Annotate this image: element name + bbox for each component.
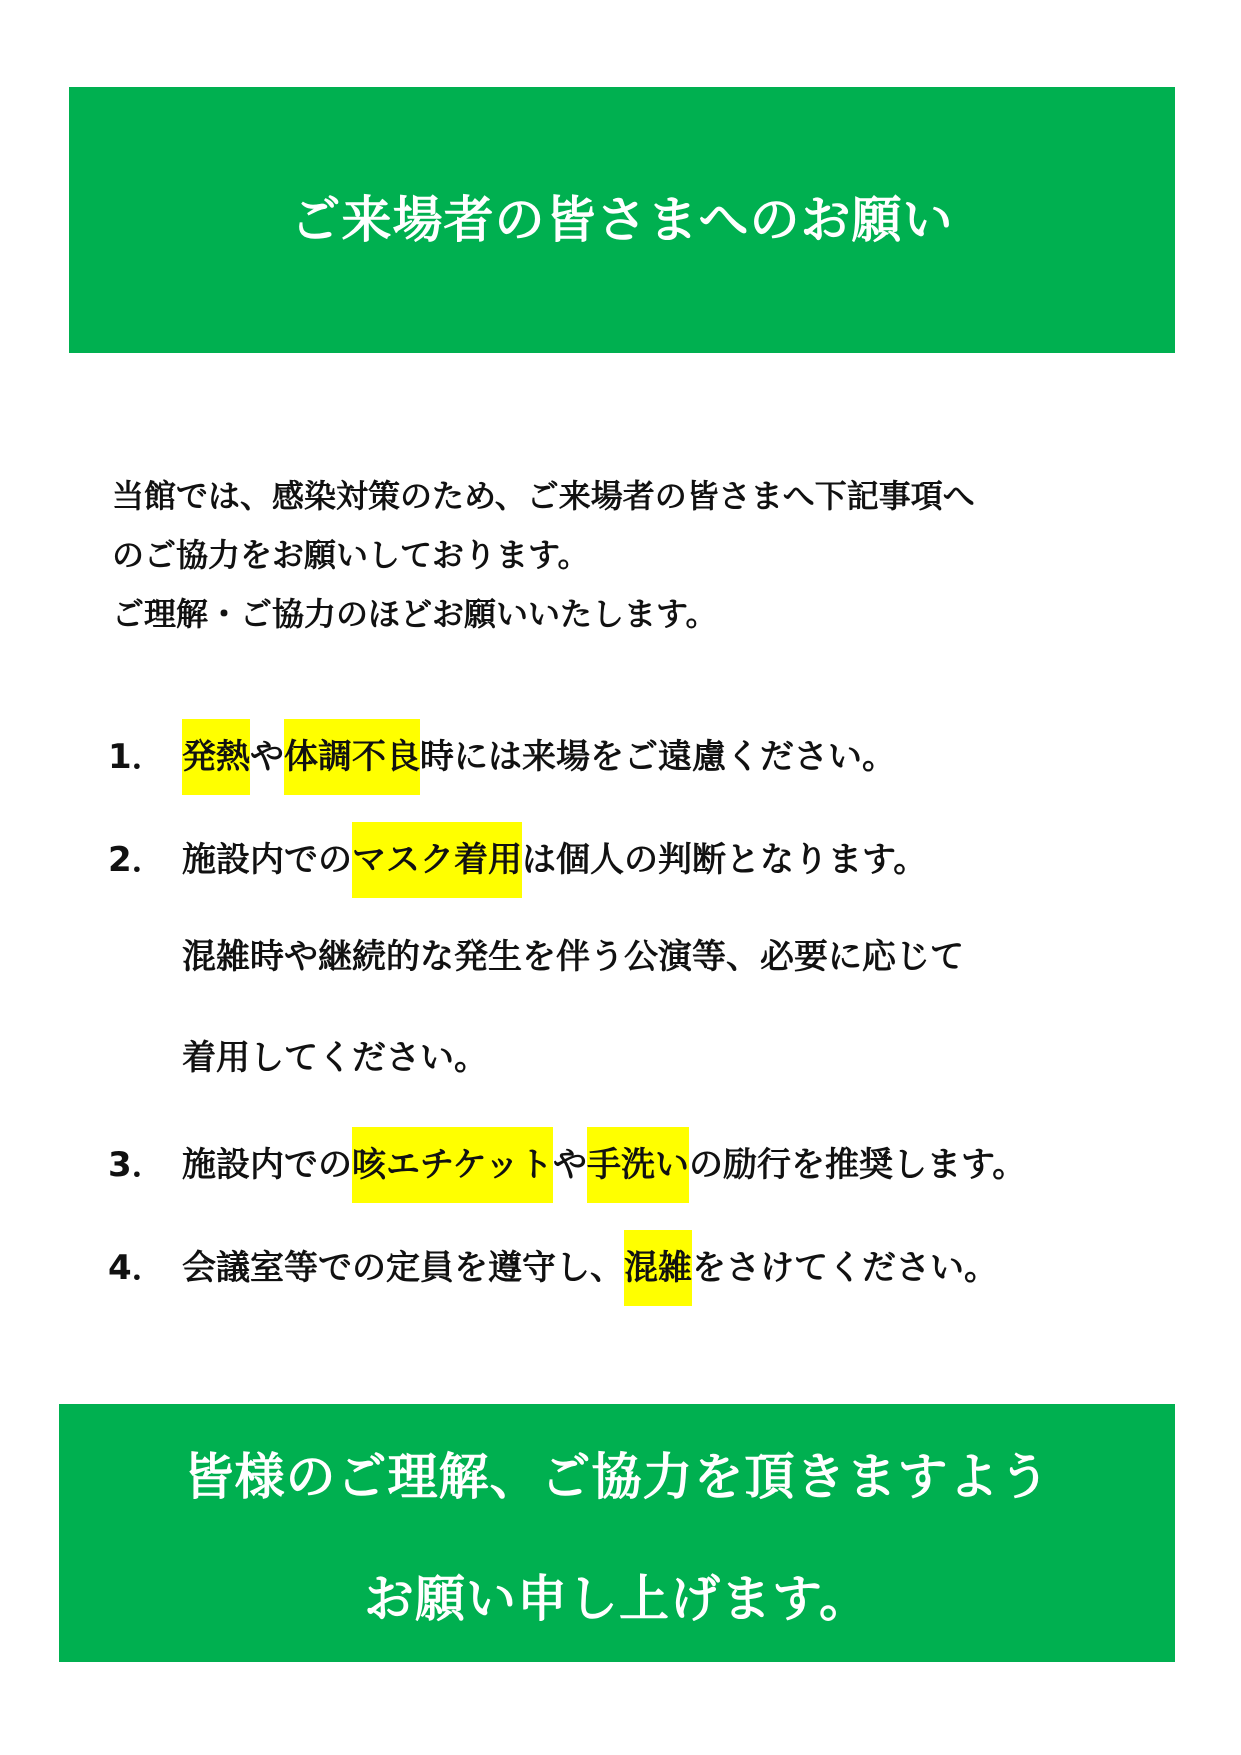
footer-line-2: お願い申し上げます。 [364,1570,870,1628]
list-item-number: 4． [108,1248,166,1288]
intro-line-3: ご理解・ご協力のほどお願いいたします。 [112,595,718,633]
list-item-2 [108,822,927,898]
list-item-1 [108,719,896,795]
list-item-text: や [552,1145,587,1185]
page-title: ご来場者の皆さまへのお願い [290,191,954,249]
highlight-poor-health: 体調不良 [284,719,420,795]
intro-line-2: のご協力をお願いしております。 [112,536,590,574]
list-item-number: 3． [108,1145,166,1185]
highlight-cough-etiquette: 咳エチケット [352,1127,553,1203]
header-banner [69,87,1175,353]
list-item-number: 2． [108,840,166,880]
list-item-number: 1． [108,737,166,777]
highlight-mask: マスク着用 [352,822,522,898]
intro-line-1: 当館では、感染対策のため、ご来場者の皆さまへ下記事項へ [112,477,975,515]
list-item-text: 施設内での [182,840,352,880]
list-item-2-sub-line-2: 着用してください。 [182,1038,488,1078]
list-item-text: は個人の判断となります。 [522,840,928,880]
highlight-fever: 発熱 [182,719,250,795]
highlight-crowding: 混雑 [624,1230,692,1306]
footer-banner [59,1404,1175,1662]
list-item-text: 会議室等での定員を遵守し、 [182,1248,624,1288]
intro-text [112,467,1142,644]
list-item-4 [108,1230,998,1306]
list-item-3 [108,1127,1026,1203]
highlight-handwashing: 手洗い [587,1127,689,1203]
list-item-text: の励行を推奨します。 [688,1145,1027,1185]
list-item-text: をさけてください。 [692,1248,998,1288]
list-item-text: 施設内での [182,1145,352,1185]
list-item-text: 時には来場をご遠慮ください。 [420,737,896,777]
list-item-text: や [250,737,284,777]
list-item-2-sub-line-1: 混雑時や継続的な発生を伴う公演等、必要に応じて [182,937,964,977]
footer-line-1: 皆様のご理解、ご協力を頂きますよう [183,1448,1051,1506]
